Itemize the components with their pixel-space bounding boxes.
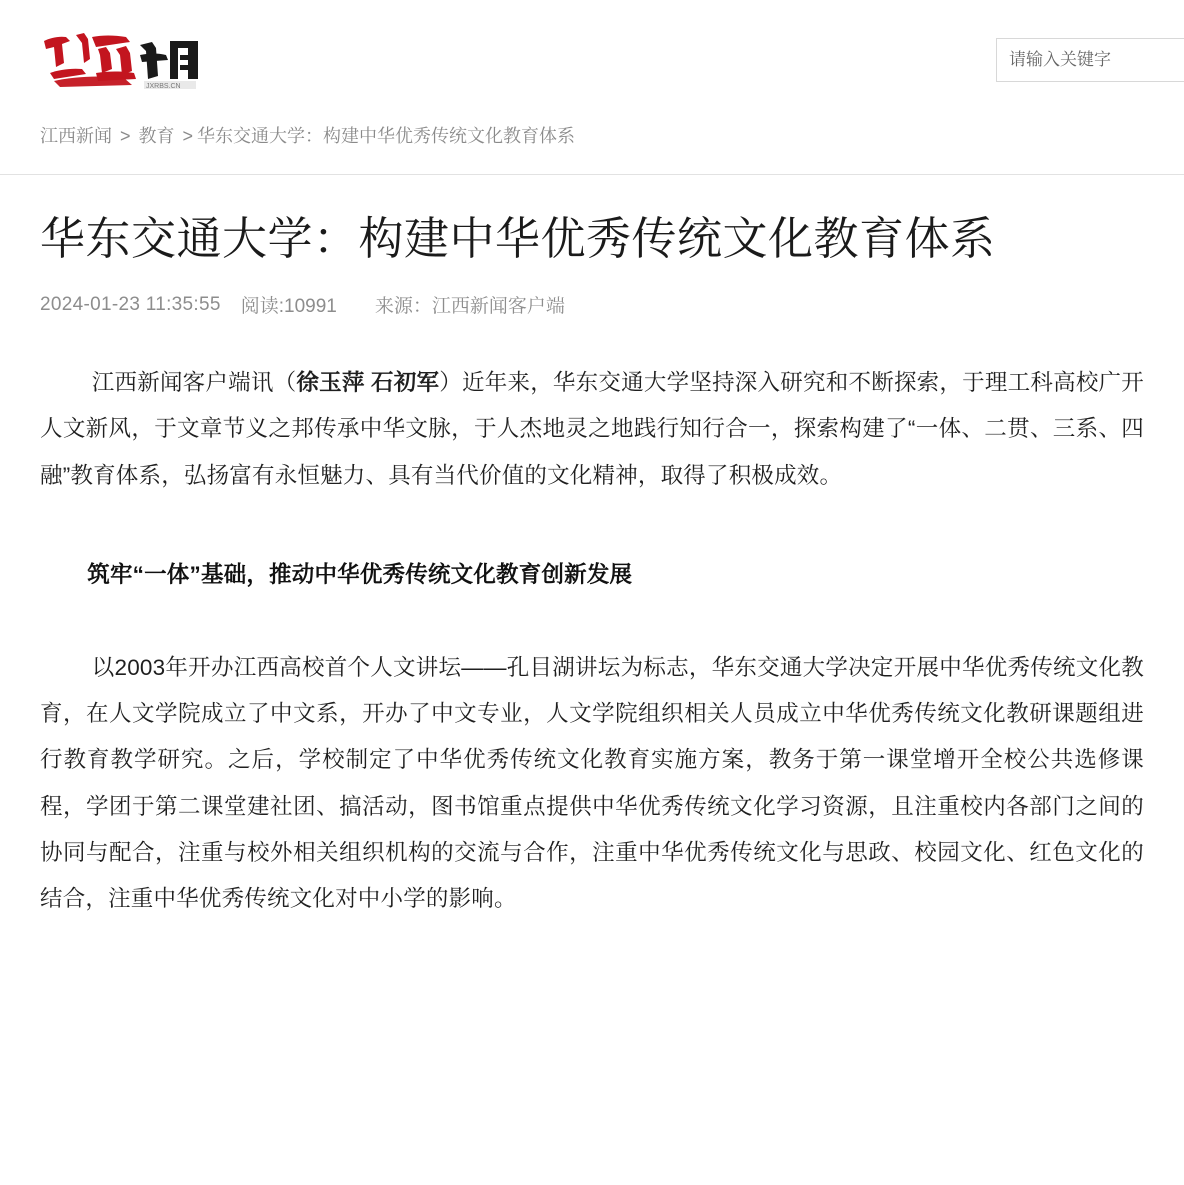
paragraph-lead xyxy=(40,360,1144,498)
logo-calligraphy-mark xyxy=(44,33,136,87)
article-body xyxy=(40,360,1144,922)
paragraph-spacer xyxy=(40,595,1144,645)
article-meta xyxy=(40,291,1144,318)
svg-text:JXRBS.CN: JXRBS.CN xyxy=(146,83,181,90)
breadcrumb xyxy=(0,116,1184,156)
breadcrumb-item-current: 华东交通大学：构建中华优秀传统文化教育体系 xyxy=(197,126,576,146)
search-box[interactable] xyxy=(996,38,1184,82)
breadcrumb-item-home[interactable]: 江西新闻 xyxy=(40,126,112,146)
site-header xyxy=(0,0,1184,116)
read-count: 阅读:10991 xyxy=(240,296,337,318)
section-subheading-1: 筑牢“一体”基础，推动中华优秀传统文化教育创新发展 xyxy=(87,561,633,587)
jiangxi-news-logo[interactable] xyxy=(40,29,200,91)
header-divider xyxy=(0,174,1184,175)
paragraph-spacer xyxy=(40,499,1144,555)
breadcrumb-item-education[interactable]: 教育 xyxy=(138,126,175,146)
search-input[interactable] xyxy=(996,38,1184,82)
publish-date: 2024-01-23 11:35:55 xyxy=(40,293,221,315)
lead-body-text: ）近年来，华东交通大学坚持深入研究和不断探索，于理工科高校广开人文新风，于文章节义之邦传承中华文脉，于人杰地灵之地践行知行合一，探索构建了“一体、二贯、三系、四融”教育体系，弘扬富有永恒魅力、具有当代价值的文化精神，取得了积极成效。 xyxy=(40,370,1144,488)
article xyxy=(0,211,1184,922)
lead-source-text: 江西新闻客户端讯（ xyxy=(91,370,297,396)
page-title: 华东交通大学：构建中华优秀传统文化教育体系 xyxy=(40,213,996,264)
article-source: 来源：江西新闻客户端 xyxy=(374,296,565,318)
breadcrumb-separator: > xyxy=(182,126,194,146)
paragraph-2: 以2003年开办江西高校首个人文讲坛——孔目湖讲坛为标志，华东交通大学决定开展中华优秀传统文化教育，在人文学院成立了中文系，开办了中文专业，人文学院组织相关人员成立中华优秀传统文化教研课题组进行教育教学研究。之后，学校制定了中华优秀传统文化教育实施方案，教务于第一课堂增开全校公共选修课程，学团于第二课堂建社团、搞活动，图书馆重点提供中华优秀传统文化学习资源，且注重校内各部门之间的协同与配合，注重与校外相关组织机构的交流与合作，注重中华优秀传统文化与思政、校园文化、红色文化的结合，注重中华优秀传统文化对中小学的影响。 xyxy=(40,655,1144,911)
logo-domain-text xyxy=(144,81,196,90)
author-names: 徐玉萍 石初军 xyxy=(296,370,440,396)
logo-wordmark xyxy=(140,41,198,79)
breadcrumb-separator: > xyxy=(120,126,131,146)
